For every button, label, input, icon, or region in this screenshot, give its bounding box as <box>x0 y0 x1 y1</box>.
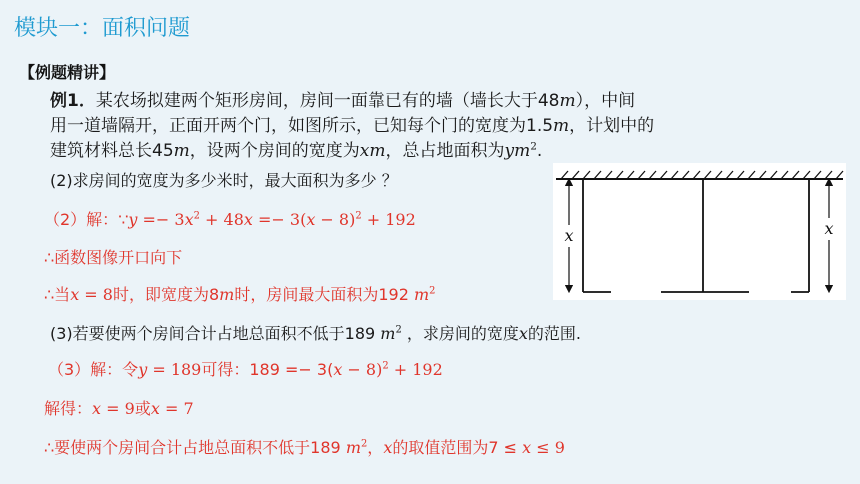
solution-prefix: （3）解：令 <box>48 360 139 379</box>
module-title: 模块一：面积问题 <box>14 16 191 41</box>
math-var: x <box>522 438 532 457</box>
math-text: ≤ 9 <box>531 438 565 457</box>
math-var: m <box>345 438 361 457</box>
math-var: x <box>184 210 194 229</box>
hatch-mark <box>704 171 711 179</box>
math-text: − 8) <box>315 210 356 229</box>
hatch-mark <box>561 171 568 179</box>
math-text: + 192 <box>388 360 443 379</box>
problem-text: ，总占地面积为 <box>385 141 505 161</box>
solution-text: 的取值范围为7 ≤ <box>392 438 523 457</box>
hatch-mark <box>836 171 843 179</box>
hatch-mark <box>825 171 832 179</box>
hatch-mark <box>737 171 744 179</box>
hatch-mark <box>726 171 733 179</box>
because-symbol: ∵ <box>118 210 129 229</box>
problem-line-2 <box>50 111 654 136</box>
exponent: 2 <box>355 210 362 222</box>
math-text: = 189 <box>147 360 202 379</box>
math-var: ym <box>504 141 531 161</box>
solution-text: 时，即宽度为8 <box>112 285 220 304</box>
hatch-mark <box>770 171 777 179</box>
solution-2-conclusion-1: ∴函数图像开口向下 <box>44 248 183 267</box>
problem-line-1 <box>50 86 635 111</box>
hatch-mark <box>792 171 799 179</box>
solution-prefix: （2）解： <box>44 210 119 229</box>
question-text: 的范围. <box>527 324 581 343</box>
math-var: xm <box>359 141 386 161</box>
math-var: x <box>333 360 343 379</box>
problem-text: 用一道墙隔开，正面开两个门，如图所示，已知每个门的宽度为1.5 <box>50 116 554 136</box>
math-var: x <box>306 210 316 229</box>
solution-text: ， <box>367 438 384 457</box>
math-text: − 8) <box>342 360 383 379</box>
solution-text: 解得： <box>44 399 93 418</box>
hatch-mark <box>594 171 601 179</box>
problem-text: ，计划中的 <box>569 116 655 136</box>
problem-text: 建筑材料总长45 <box>50 141 174 161</box>
problem-line-3 <box>50 136 542 161</box>
problem-text: ，设两个房间的宽度为 <box>189 141 360 161</box>
hatch-mark <box>572 171 579 179</box>
problem-text: . <box>536 141 543 161</box>
math-var: m <box>559 91 576 111</box>
hatch-mark <box>781 171 788 179</box>
math-var: x <box>383 438 393 457</box>
math-text: = 9 <box>101 399 135 418</box>
math-var: m <box>553 116 570 136</box>
math-text: = 7 <box>159 399 194 418</box>
math-var: m <box>380 324 396 343</box>
hatch-mark <box>671 171 678 179</box>
hatch-mark <box>814 171 821 179</box>
hatch-mark <box>649 171 656 179</box>
solution-2-conclusion-2 <box>44 282 435 305</box>
math-text: = 8 <box>79 285 113 304</box>
solution-3-equation <box>48 357 443 380</box>
question-text: (3)若要使两个房间合计占地总面积不低于189 <box>50 324 381 343</box>
solution-2-equation <box>44 207 416 230</box>
hatch-mark <box>583 171 590 179</box>
solution-text: 可得：189 =− 3( <box>201 360 334 379</box>
math-var: x <box>70 285 80 304</box>
hatch-mark <box>605 171 612 179</box>
exponent: 2 <box>530 140 537 153</box>
question-3 <box>50 321 581 344</box>
math-text: =− 3( <box>252 210 307 229</box>
room-diagram-svg <box>553 163 846 300</box>
problem-text: ），中间 <box>575 91 636 111</box>
exponent: 2 <box>360 438 368 450</box>
math-text: + 192 <box>361 210 416 229</box>
solution-text: 时，房间最大面积为192 <box>234 285 414 304</box>
hatch-mark <box>638 171 645 179</box>
hatch-mark <box>682 171 689 179</box>
math-var: x <box>243 210 253 229</box>
math-var: y <box>138 360 148 379</box>
room-diagram <box>553 163 846 300</box>
math-var: m <box>413 285 430 304</box>
math-var: m <box>173 141 190 161</box>
hatch-mark <box>660 171 667 179</box>
math-text: + 48 <box>199 210 244 229</box>
math-text: =− 3 <box>137 210 185 229</box>
hatch-mark <box>616 171 623 179</box>
math-var: y <box>128 210 138 229</box>
exponent: 2 <box>382 360 389 372</box>
math-var: m <box>219 285 235 304</box>
section-label: 【例题精讲】 <box>19 63 116 82</box>
exponent: 2 <box>429 285 436 297</box>
hatch-mark <box>748 171 755 179</box>
hatch-mark <box>693 171 700 179</box>
exponent: 2 <box>395 324 402 336</box>
problem-text: 某农场拟建两个矩形房间，房间一面靠已有的墙（墙长大于48 <box>95 91 560 111</box>
hatch-mark <box>759 171 766 179</box>
math-var: x <box>92 399 102 418</box>
math-var: x <box>150 399 160 418</box>
hatch-mark <box>715 171 722 179</box>
solution-3-final <box>44 435 565 458</box>
hatch-mark <box>803 171 810 179</box>
hatch-mark <box>627 171 634 179</box>
right-dimension-label: x <box>824 219 834 238</box>
math-var: x <box>518 324 528 343</box>
solution-text: ∴要使两个房间合计占地总面积不低于189 <box>44 438 346 457</box>
exponent: 2 <box>193 210 200 222</box>
left-dimension-label: x <box>564 226 574 245</box>
question-text: ，求房间的宽度 <box>401 324 519 343</box>
problem-label: 例1． <box>50 91 96 111</box>
solution-3-roots <box>44 396 194 419</box>
solution-text: 或 <box>134 399 151 418</box>
question-2: (2)求房间的宽度为多少米时，最大面积为多少 ？ <box>50 171 398 190</box>
wall-hatching <box>561 171 843 179</box>
solution-text: ∴当 <box>44 285 71 304</box>
